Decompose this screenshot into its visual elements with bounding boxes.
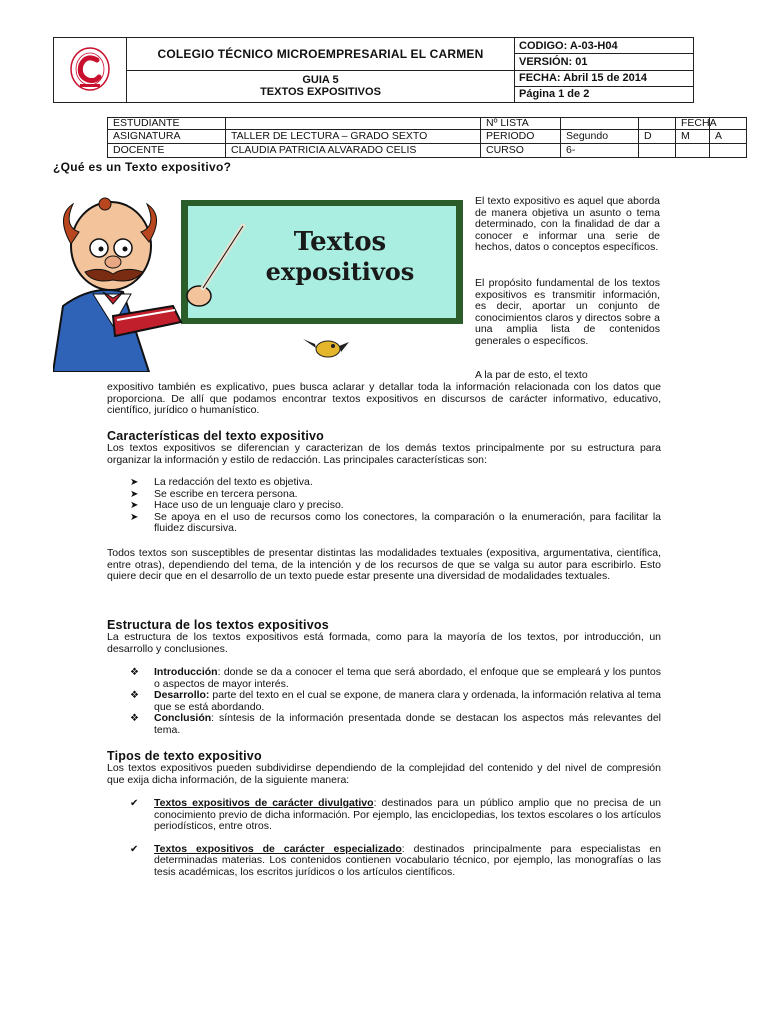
- list-item: ❖ Conclusión: síntesis de la información presentada donde se destacan los aspectos más relevantes del tema.: [130, 712, 661, 736]
- cell-empty: [710, 144, 747, 158]
- cell-student-value: [226, 118, 481, 130]
- diamond-bullet-icon: ❖: [130, 713, 139, 725]
- board-text-line2: expositivos: [265, 257, 415, 286]
- characteristics-intro: Los textos expositivos se diferencian y caracterizan de los demás textos principalmente por su estructura para organizar la información y estilo de redacción. Las principales características son:: [107, 442, 661, 466]
- guide-title: TEXTOS EXPOSITIVOS: [260, 86, 381, 99]
- diamond-bullet-icon: ❖: [130, 690, 139, 702]
- list-item: ✔ Textos expositivos de carácter especializado: destinados principalmente para especialistas en determinadas materias. Los contenidos contienen vocabulario técnico, por ejemplo, las monografías o las tesis académicas, los escritos jurídicos o los artículos científicos.: [130, 842, 662, 878]
- arrowhead-bullet-icon: ➤: [130, 500, 139, 512]
- list-item: ➤ Hace uso de un lenguaje claro y preciso.: [130, 499, 344, 512]
- question-title: ¿Qué es un Texto expositivo?: [53, 160, 232, 174]
- list-item: ➤ Se apoya en el uso de recursos como los conectores, la comparación o la enumeración, para facilitar la fluidez discursiva.: [130, 510, 661, 535]
- cell-label-list-number: Nº LISTA: [481, 118, 561, 130]
- cell-label-date: FECHA: [676, 118, 710, 130]
- doc-version: VERSIÓN: 01: [515, 54, 694, 70]
- types-intro: Los textos expositivos pueden subdividirse dependiendo de la complejidad del contenido y del nivel de compresión que exija dicha información, de la siguiente manera:: [107, 762, 661, 786]
- guide-title-cell: [127, 70, 515, 103]
- doc-date: FECHA: Abril 15 de 2014: [515, 70, 694, 86]
- list-item: ❖ Introducción: donde se da a conocer el tema que será abordado, el enfoque que se empleará y los puntos o aspectos de mayor interés.: [130, 666, 661, 690]
- table-row: [108, 118, 747, 130]
- structure-list: [130, 667, 661, 737]
- characteristics-list: [130, 477, 661, 535]
- arrowhead-bullet-icon: ➤: [130, 511, 139, 523]
- cell-label-period: PERIODO: [481, 130, 561, 144]
- cell-year: A: [710, 130, 747, 144]
- cell-period-value: Segundo: [561, 130, 639, 144]
- cell-label-teacher: DOCENTE: [108, 144, 226, 158]
- cell-list-number-value: [561, 118, 639, 130]
- arrowhead-bullet-icon: ➤: [130, 488, 139, 500]
- characteristics-outro: Todos textos son susceptibles de presentar distintas las modalidades textuales (expositiva, argumentativa, científica, entre otras), dependiendo del tema, de la intención y de los recursos de que se valga su autor para escribirlo. Esto quiere decir que en el desarrollo de un texto puede estar presente una diversidad de modalidades textuales.: [107, 547, 661, 583]
- school-crest-icon: [68, 46, 112, 92]
- list-item: ✔ Textos expositivos de carácter divulgativo: destinados para un público amplio que no precisa de un conocimiento previo de dicha información. Por ejemplo, las enciclopedias, los textos escolares o los artículos periodísticos, entre otros.: [130, 797, 662, 833]
- list-item: ➤ Se escribe en tercera persona.: [130, 487, 298, 500]
- student-info-table: [107, 117, 747, 158]
- structure-intro: La estructura de los textos expositivos está formada, como para la mayoría de los textos, por introducción, un desarrollo y conclusiones.: [107, 631, 661, 655]
- doc-code: CODIGO: A-03-H04: [515, 38, 694, 54]
- arrowhead-bullet-icon: ➤: [130, 477, 139, 488]
- section-title-structure: Estructura de los textos expositivos: [107, 618, 329, 632]
- cell-label-course: CURSO: [481, 144, 561, 158]
- school-name: COLEGIO TÉCNICO MICROEMPRESARIAL EL CARMEN: [127, 38, 515, 71]
- cell-empty: [676, 144, 710, 158]
- cell-month: M: [676, 130, 710, 144]
- header-table: [53, 37, 694, 103]
- check-bullet-icon: ✔: [130, 843, 139, 855]
- cell-label-subject: ASIGNATURA: [108, 130, 226, 144]
- table-row: [108, 130, 747, 144]
- cell-empty: [639, 144, 676, 158]
- intro-paragraph-3-start: A la par de esto, el texto: [475, 369, 588, 381]
- professor-illustration: [53, 196, 465, 372]
- cell-empty: [639, 118, 676, 130]
- cell-day: D: [639, 130, 676, 144]
- board-text-line1: Textos: [293, 227, 387, 257]
- list-item: ➤ La redacción del texto es objetiva.: [130, 476, 313, 488]
- guide-number: GUIA 5: [302, 74, 339, 87]
- intro-paragraph-3: expositivo también es explicativo, pues busca aclarar y detallar toda la información relacionada con los datos que proporciona. De allí que podamos encontrar textos expositivos en discursos de carácter informativo, educativo, científico, jurídico o humanístico.: [107, 381, 661, 417]
- check-bullet-icon: ✔: [130, 798, 139, 809]
- small-bird-icon: [303, 339, 349, 357]
- cell-label-student: ESTUDIANTE: [108, 118, 226, 130]
- types-list: [130, 798, 661, 879]
- cell-teacher-value: CLAUDIA PATRICIA ALVARADO CELIS: [226, 144, 481, 158]
- cell-course-value: 6-: [561, 144, 639, 158]
- intro-paragraph-1: El texto expositivo es aquel que aborda de manera objetiva un asunto o tema determinado, con la finalidad de dar a conocer e informar una serie de hechos, datos o conceptos específicos.: [475, 195, 660, 254]
- intro-paragraph-2: El propósito fundamental de los textos expositivos es transmitir información, es decir, aportar un conjunto de conocimientos claros y directos sobre a una amplia lista de contenidos generales o específicos.: [475, 277, 660, 347]
- cell-subject-value: TALLER DE LECTURA – GRADO SEXTO: [226, 130, 481, 144]
- list-item: ❖ Desarrollo: parte del texto en el cual se expone, de manera clara y ordenada, la información relativa al tema que se está abordando.: [130, 689, 661, 713]
- section-title-types: Tipos de texto expositivo: [107, 749, 262, 763]
- school-logo: [54, 38, 127, 103]
- section-title-characteristics: Características del texto expositivo: [107, 429, 325, 443]
- doc-page: Página 1 de 2: [515, 86, 694, 102]
- table-row: [108, 144, 747, 158]
- diamond-bullet-icon: ❖: [130, 667, 139, 678]
